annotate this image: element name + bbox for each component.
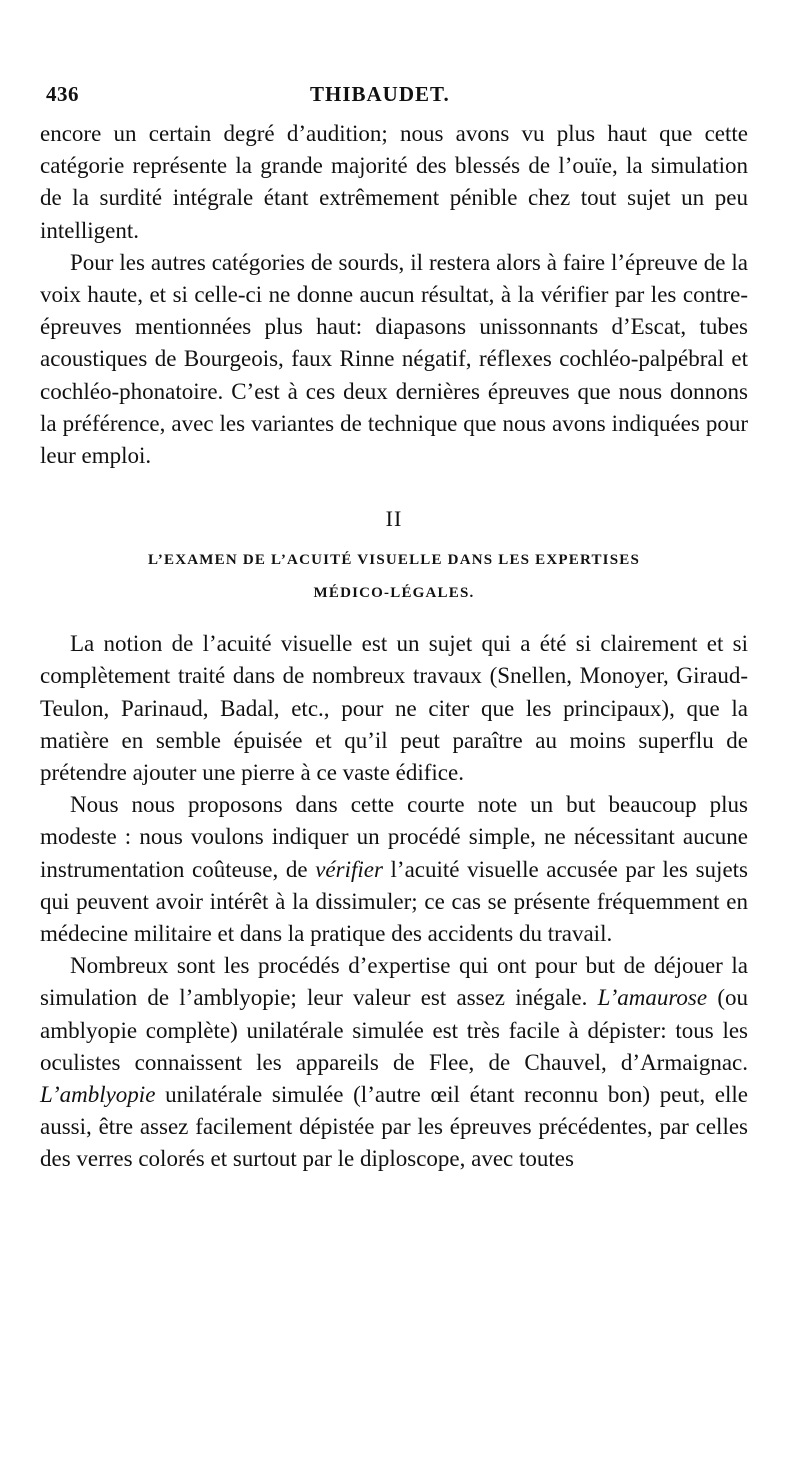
- paragraph-text: unilatérale simulée (l’autre œil étant reconnu bon) peut, elle aussi, être assez facilement dépistée par les épreuves précédentes, par celles des verres colorés et surtout par le diploscope, avec toutes: [40, 1082, 748, 1172]
- book-page: [40, 70, 748, 1176]
- section-title-line-1: L’EXAMEN DE L’ACUITÉ VISUELLE DANS LES EXPERTISES: [147, 552, 641, 569]
- page-number: 436: [46, 82, 79, 106]
- section-number: II: [385, 506, 403, 532]
- paragraph-text: l’acuité visuelle accusée par les sujets qui peuvent avoir intérêt à la dissimuler; ce cas se présente fréquemment en médecine militaire et dans la pratique des accidents du travail.: [40, 856, 749, 947]
- paragraph: La notion de l’acuité visuelle est un sujet qui a été si clairement et si complètement traité dans de nombreux travaux (Snellen, Monoyer, Giraud-Teulon, Parinaud, Badal, etc., pour ne citer que les principaux), que la matière en semble épuisée et qu’il peut paraître au moins superflu de prétendre ajouter une pierre à ce vaste édifice.: [40, 631, 748, 786]
- emphasis-text: vérifier: [315, 856, 383, 882]
- paragraph: Pour les autres catégories de sourds, il restera alors à faire l’épreuve de la voix haute, et si celle-ci ne donne aucun résultat, à la vérifier par les contre-épreuves mentionnées plus haut: diapasons unissonnants d’Escat, tubes acoustiques de Bourgeois, faux Rinne négatif, réflexes cochléo-palpébral et cochléo-phonatoire. C’est à ces deux dernières épreuves que nous donnons la préférence, avec les variantes de technique que nous avons indiquées pour leur emploi.: [40, 249, 748, 469]
- emphasis-text: L’amaurose: [597, 985, 708, 1011]
- section-one-text: [40, 118, 748, 472]
- paragraph-text: Nous nous proposons dans cette courte note un but beaucoup plus modeste : nous voulons indiquer un procédé simple, ne nécessitant aucune instrumentation coûteuse, de: [40, 792, 748, 882]
- emphasis-text: L’amblyopie: [40, 1082, 156, 1108]
- page-header: [40, 70, 748, 110]
- section-title-line-2: MÉDICO-LÉGALES.: [313, 585, 475, 602]
- paragraph: [40, 789, 748, 950]
- paragraph-text: Nombreux sont les procédés d’expertise qui ont pour but de déjouer la simulation de l’amblyopie; leur valeur est assez inégale.: [40, 953, 748, 1011]
- section-title: [40, 544, 748, 610]
- paragraph-text: (ou amblyopie complète) unilatérale simulée est très facile à dépister: tous les oculistes connaissent les appareils de Flee, de Chauvel, d’Armaignac.: [40, 985, 748, 1075]
- running-head: THIBAUDET.: [310, 82, 450, 106]
- paragraph: [40, 950, 748, 1175]
- section-two-text: [40, 628, 748, 1175]
- continuation-paragraph: encore un certain degré d’audition; nous avons vu plus haut que cette catégorie représente la grande majorité des blessés de l’ouïe, la simulation de la surdité intégrale étant extrêmement pénible chez tout sujet un peu intelligent.: [40, 121, 748, 243]
